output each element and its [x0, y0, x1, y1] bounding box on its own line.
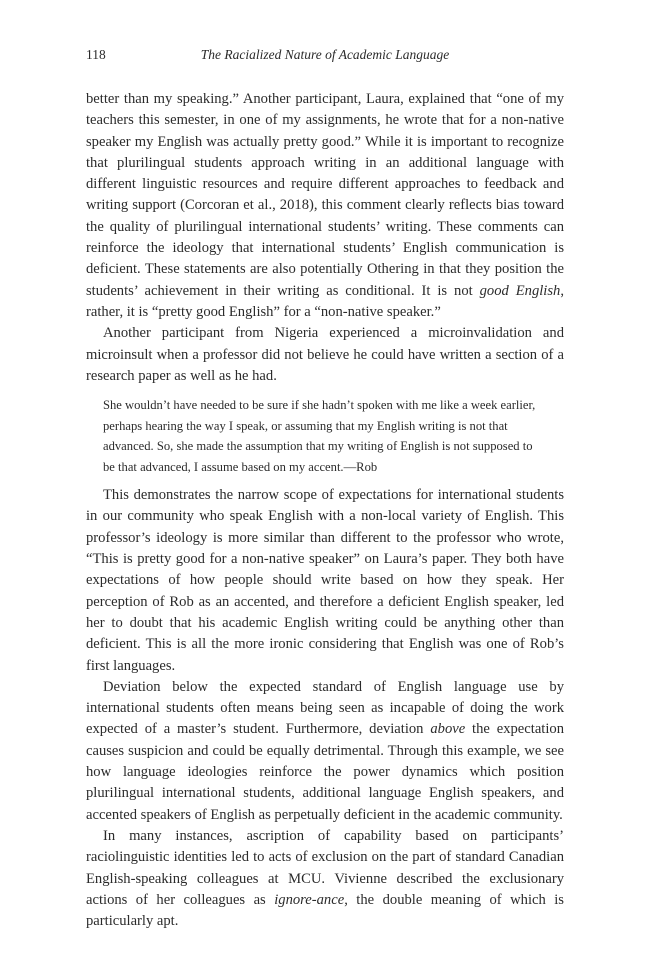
paragraph-3: This demonstrates the narrow scope of expectations for international students in our community who speak English with a non-local variety of English. This professor’s ideology is more similar than different to the professor who wrote, “This is pretty good for a non-native speaker” on Laura’s paper. They both have expectations of how people should write based on how they speak. Her perception of Rob as an accented, and therefore a deficient English speaker, led her to doubt that his academic English writing could be anything other than deficient. This is all the more ironic considering that English was one of Rob’s first languages.	[86, 487, 564, 674]
body-text	[86, 89, 564, 932]
paragraph-4-text-a: Deviation below the expected standard of English language use by international students often means being seen as incapable of doing the work expected of a master’s student. Furthermore, deviation	[86, 678, 564, 738]
paragraph-1-emphasis: good English	[479, 282, 561, 299]
paragraph-2: Another participant from Nigeria experienced a microinvalidation and microinsult when a professor did not believe he could have written a section of a research paper as well as he had.	[86, 325, 564, 384]
paragraph-1-text-b: , rather, it is “pretty good English” for a “non-native speaker.”	[86, 282, 564, 320]
paragraph-5	[86, 826, 564, 932]
paragraph-1-text-a: better than my speaking.” Another participant, Laura, explained that “one of my teachers this semester, in one of my assignments, he wrote that for a non-native speaker my English was actually pretty good.” While it is important to recognize that plurilingual students approach writing in an additional language with different linguistic resources and require different approaches to feedback and writing support (Corcoran et al., 2018), this comment clearly reflects bias toward the quality of plurilingual international students’ writing. These comments can reinforce the ideology that international students’ English communication is deficient. These statements are also potentially Othering in that they position the students’ achievement in their writing as conditional. It is not	[86, 91, 564, 299]
paragraph-1	[86, 89, 564, 323]
paragraph-5-text-a: In many instances, ascription of capability based on participants’ raciolinguistic identities led to acts of exclusion on the part of standard Canadian English-speaking colleagues at MCU. Vivienne described the exclusionary actions of her colleagues as	[86, 827, 564, 908]
paragraph-5-emphasis: ignore-ance	[274, 891, 345, 908]
page-number: 118	[86, 47, 106, 62]
paragraph-5-text-b: , the double meaning of which is particularly apt.	[86, 891, 564, 930]
running-title: The Racialized Nature of Academic Language	[200, 47, 450, 62]
paragraph-4-text-b: the expectation causes suspicion and could be equally detrimental. Through this example, we see how language ideologies reinforce the power dynamics which position plurilingual international students, additional language English speakers, and accented speakers of English as perpetually deficient in the academic community.	[86, 721, 564, 823]
paragraph-4	[86, 677, 564, 826]
block-quote: She wouldn’t have needed to be sure if she hadn’t spoken with me like a week earlier, perhaps hearing the way I speak, or assuming that my English writing is not that advanced. So, she made the assumption that my writing of English is not supposed to be that advanced, I assume based on my accent.—Rob	[103, 398, 536, 474]
paragraph-4-emphasis: above	[430, 721, 466, 738]
running-head	[86, 45, 564, 65]
